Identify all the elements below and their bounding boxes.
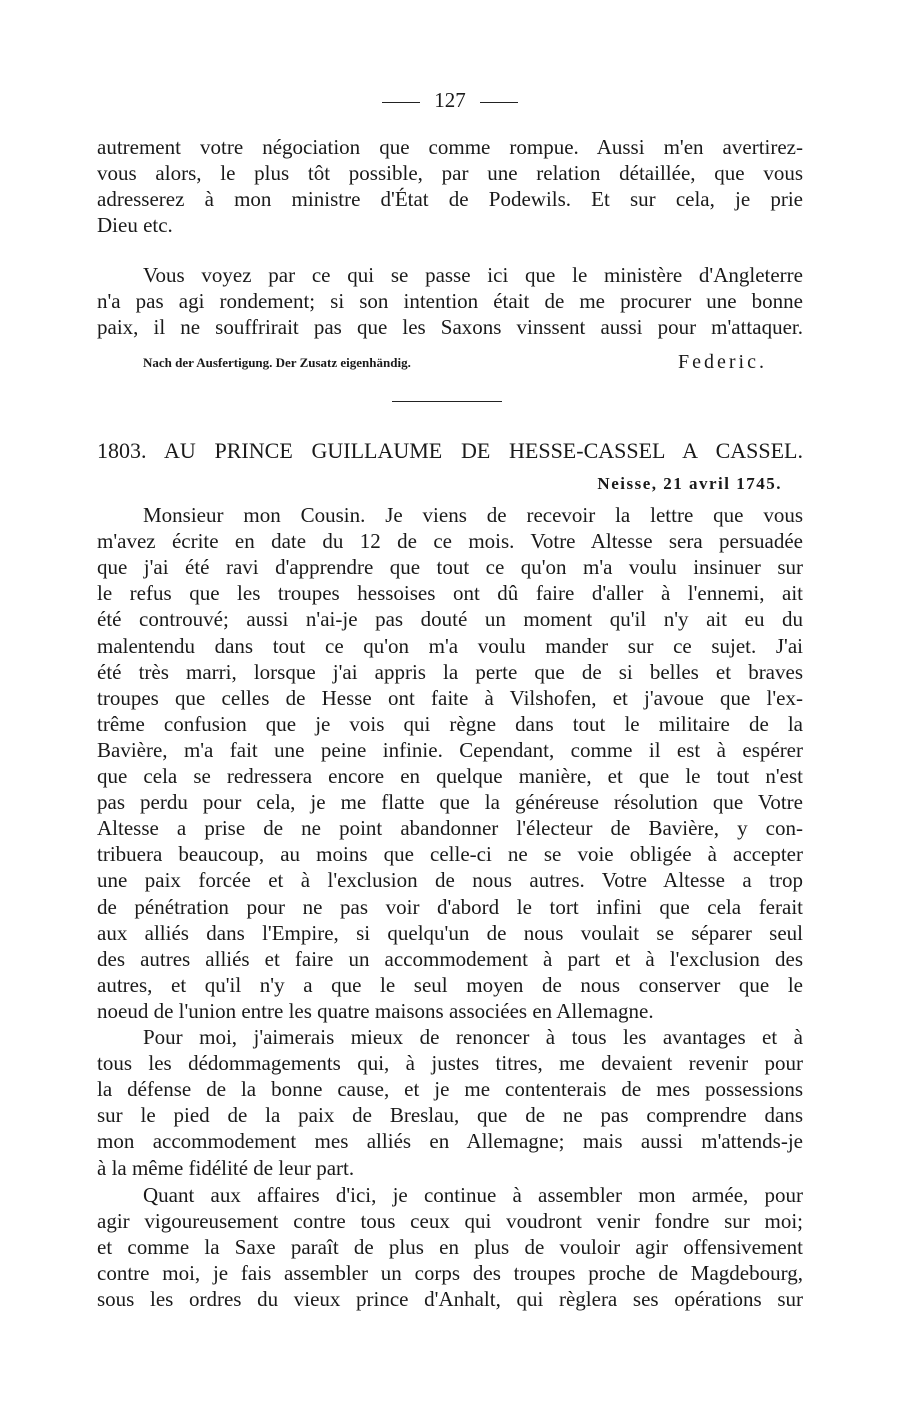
source-note: Nach der Ausfertigung. Der Zusatz eigenhändig.	[143, 355, 411, 370]
text-line: Bavière, m'a fait une peine infinie. Cependant, comme il est à espérer	[97, 737, 803, 762]
postscript-line: Vous voyez par ce qui se passe ici que le ministère d'Angleterre	[143, 263, 803, 287]
postscript-line: paix, il ne souffrirait pas que les Saxons vinssent aussi pour m'attaquer.	[97, 315, 803, 339]
text-line: Monsieur mon Cousin. Je viens de recevoir la lettre que vous	[143, 503, 803, 527]
text-line: aux alliés dans l'Empire, si quelqu'un de nous voulait se séparer seul	[97, 920, 803, 945]
text-line: des autres alliés et faire un accommodement à part et à l'exclusion des	[97, 946, 803, 971]
text-line: été controuvé; aussi n'ai-je pas douté un moment qu'il n'y ait eu du	[97, 607, 803, 632]
text-line: et comme la Saxe paraît de plus en plus de vouloir agir offensivement	[97, 1235, 803, 1260]
text-line: troupes que celles de Hesse ont faite à Vilshofen, et j'avoue que l'ex-	[97, 685, 803, 710]
postscript-line: n'a pas agi rondement; si son intention était de me procurer une bonne	[97, 289, 803, 313]
text-line: sur le pied de la paix de Breslau, que de ne pas comprendre dans	[97, 1103, 803, 1128]
text-line: trême confusion que je vois qui règne dans tout le militaire de la	[97, 711, 803, 736]
page-number: 127	[434, 88, 466, 112]
page-number-header	[0, 88, 900, 113]
text-line: sous les ordres du vieux prince d'Anhalt, qui règlera ses opérations sur	[97, 1287, 803, 1312]
text-line: contre moi, je fais assembler un corps des troupes proche de Magdebourg,	[97, 1261, 803, 1286]
text-line: mon accommodement mes alliés en Allemagne; mais aussi m'attends-je	[97, 1129, 803, 1154]
text-line: que cela se redressera encore en quelque manière, et que le tout n'est	[97, 764, 803, 788]
text-line: Altesse a prise de ne point abandonner l'électeur de Bavière, y con-	[97, 816, 803, 841]
text-line: adresserez à mon ministre d'État de Podewils. Et sur cela, je prie	[97, 187, 803, 211]
text-line: m'avez écrite en date du 12 de ce mois. Votre Altesse sera persuadée	[97, 529, 803, 554]
text-line: de pénétration pour ne pas voir d'abord le tort infini que cela ferait	[97, 894, 803, 919]
signature: Federic.	[678, 351, 767, 373]
section-divider	[392, 401, 502, 402]
text-line: agir vigoureusement contre tous ceux qui voudront venir fondre sur moi;	[97, 1209, 803, 1234]
text-line: pas perdu pour cela, je me flatte que la généreuse résolution que Votre	[97, 790, 803, 815]
text-line: que j'ai été ravi d'apprendre que tout ce qu'on m'a voulu insinuer sur	[97, 555, 803, 580]
text-line: noeud de l'union entre les quatre maisons associées en Allemagne.	[97, 998, 654, 1023]
text-line: été très marri, lorsque j'ai appris la perte que de si belles et braves	[97, 659, 803, 684]
text-line: vous alors, le plus tôt possible, par une relation détaillée, que vous	[97, 161, 803, 185]
dash-left	[382, 102, 420, 103]
text-line: malentendu dans tout ce qu'on m'a voulu mander sur ce sujet. J'ai	[97, 633, 803, 658]
letter-dateline: Neisse, 21 avril 1745.	[597, 474, 782, 493]
text-line: à la même fidélité de leur part.	[97, 1155, 355, 1180]
text-line: le refus que les troupes hessoises ont dû faire d'aller à l'ennemi, ait	[97, 581, 803, 606]
text-line: tous les dédommagements qui, à justes titres, me devaient revenir pour	[97, 1051, 803, 1076]
text-line: autres, et qu'il n'y a que le seul moyen de nous conserver que le	[97, 972, 803, 997]
text-line: Dieu etc.	[97, 213, 173, 237]
text-line: autrement votre négociation que comme rompue. Aussi m'en avertirez-	[97, 135, 803, 159]
letter-heading: 1803. AU PRINCE GUILLAUME DE HESSE-CASSEL A CASSEL.	[97, 438, 803, 463]
text-line: une paix forcée et à l'exclusion de nous autres. Votre Altesse a trop	[97, 868, 803, 893]
text-line: tribuera beaucoup, au moins que celle-ci ne se voie obligée à accepter	[97, 842, 803, 867]
dash-right	[480, 102, 518, 103]
text-line: la défense de la bonne cause, et je me contenterais de mes possessions	[97, 1077, 803, 1102]
text-line: Pour moi, j'aimerais mieux de renoncer à tous les avantages et à	[143, 1025, 803, 1049]
text-line: Quant aux affaires d'ici, je continue à assembler mon armée, pour	[143, 1183, 803, 1207]
